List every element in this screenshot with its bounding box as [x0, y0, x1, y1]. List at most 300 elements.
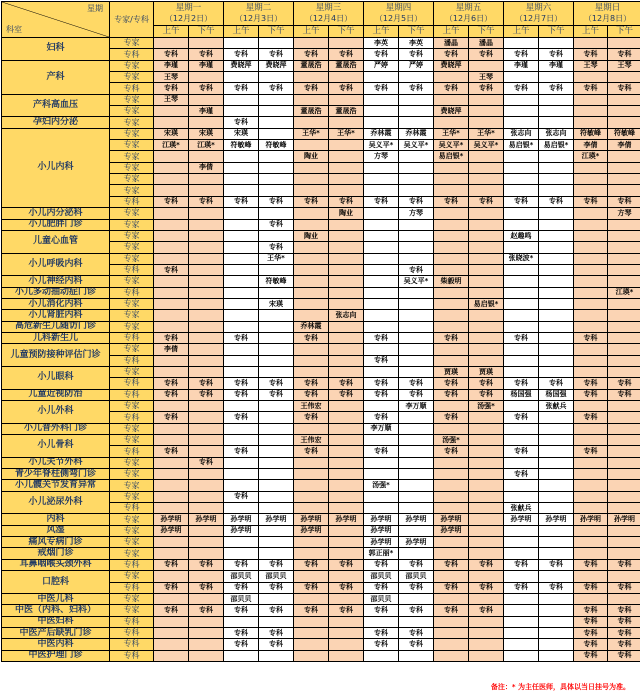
schedule-cell: [294, 548, 329, 559]
schedule-cell: 专科: [608, 627, 640, 638]
schedule-cell: 汤强*: [469, 401, 504, 412]
schedule-cell: [329, 219, 364, 230]
schedule-cell: [329, 321, 364, 332]
department-name: 儿童近视防治: [2, 389, 110, 400]
schedule-cell: [504, 344, 539, 355]
schedule-cell: 张献兵: [504, 503, 539, 514]
schedule-cell: [469, 457, 504, 468]
header-am: 上午: [224, 26, 259, 38]
schedule-cell: 王华*: [329, 128, 364, 139]
schedule-cell: [364, 616, 399, 627]
schedule-cell: 专科: [259, 559, 294, 570]
schedule-cell: [399, 525, 434, 536]
schedule-cell: 专科: [259, 242, 294, 253]
schedule-cell: [434, 593, 469, 604]
schedule-cell: [504, 38, 539, 49]
schedule-cell: 专科: [574, 559, 608, 570]
schedule-cell: 孙学明: [434, 514, 469, 525]
schedule-cell: [539, 219, 574, 230]
schedule-cell: [504, 174, 539, 185]
schedule-cell: 专科: [364, 355, 399, 366]
schedule-cell: [259, 412, 294, 423]
schedule-cell: 董晟浩: [294, 106, 329, 117]
schedule-cell: [364, 94, 399, 105]
schedule-cell: [469, 593, 504, 604]
schedule-cell: [154, 571, 189, 582]
schedule-cell: [434, 571, 469, 582]
schedule-cell: [154, 469, 189, 480]
schedule-cell: [608, 230, 640, 241]
schedule-cell: [574, 548, 608, 559]
schedule-cell: [329, 401, 364, 412]
schedule-cell: [294, 219, 329, 230]
schedule-cell: [259, 616, 294, 627]
schedule-cell: [469, 230, 504, 241]
department-name: 小儿普外科门诊: [2, 423, 110, 434]
row-type: 专家: [110, 491, 154, 502]
row-type: 专科: [110, 639, 154, 650]
table-row: [2, 525, 640, 536]
schedule-cell: 专科: [399, 639, 434, 650]
schedule-cell: [434, 310, 469, 321]
schedule-cell: [294, 457, 329, 468]
schedule-cell: [399, 230, 434, 241]
schedule-cell: [364, 208, 399, 219]
department-name: 中医内科: [2, 639, 110, 650]
schedule-cell: [224, 548, 259, 559]
schedule-cell: 张志向: [504, 128, 539, 139]
schedule-cell: 专科: [294, 559, 329, 570]
row-type: 专家: [110, 219, 154, 230]
schedule-cell: 专科: [608, 196, 640, 207]
schedule-cell: 专科: [434, 196, 469, 207]
row-type: 专家: [110, 242, 154, 253]
schedule-cell: [259, 457, 294, 468]
schedule-cell: [329, 230, 364, 241]
header-pm: 下午: [189, 26, 224, 38]
schedule-cell: 潘晶: [469, 38, 504, 49]
schedule-cell: 专科: [259, 49, 294, 60]
schedule-cell: 专科: [434, 389, 469, 400]
schedule-cell: [189, 219, 224, 230]
row-type: 专家: [110, 514, 154, 525]
schedule-cell: [608, 94, 640, 105]
schedule-cell: [294, 593, 329, 604]
schedule-cell: 专科: [574, 616, 608, 627]
table-row: [2, 38, 640, 49]
row-type: 专科: [110, 582, 154, 593]
schedule-cell: [504, 605, 539, 616]
table-row: [2, 548, 640, 559]
schedule-cell: [329, 332, 364, 343]
schedule-cell: 专科: [154, 264, 189, 275]
schedule-cell: [189, 94, 224, 105]
schedule-cell: [224, 469, 259, 480]
schedule-cell: [189, 650, 224, 661]
schedule-cell: [504, 491, 539, 502]
schedule-cell: [469, 525, 504, 536]
schedule-cell: [539, 457, 574, 468]
schedule-cell: 符敏峰: [574, 128, 608, 139]
row-type: 专家: [110, 423, 154, 434]
schedule-cell: [399, 355, 434, 366]
table-row: [2, 389, 640, 400]
schedule-cell: [294, 174, 329, 185]
schedule-cell: [259, 162, 294, 173]
schedule-cell: [504, 94, 539, 105]
schedule-cell: 专科: [154, 332, 189, 343]
schedule-cell: 郭正丽*: [364, 548, 399, 559]
schedule-cell: 吴义平*: [399, 140, 434, 151]
schedule-cell: [259, 72, 294, 83]
schedule-cell: [539, 185, 574, 196]
schedule-cell: [154, 423, 189, 434]
schedule-cell: [469, 264, 504, 275]
schedule-cell: 专科: [364, 332, 399, 343]
schedule-cell: [189, 208, 224, 219]
schedule-cell: [469, 650, 504, 661]
schedule-cell: 王琴: [154, 94, 189, 105]
schedule-cell: [469, 174, 504, 185]
schedule-cell: 专科: [224, 559, 259, 570]
schedule-cell: [329, 491, 364, 502]
schedule-cell: 专科: [189, 378, 224, 389]
schedule-cell: [294, 208, 329, 219]
schedule-cell: [434, 208, 469, 219]
schedule-cell: 专科: [399, 196, 434, 207]
schedule-cell: 乔林霞: [399, 128, 434, 139]
schedule-cell: [539, 605, 574, 616]
department-name: 小儿关节外科: [2, 457, 110, 468]
schedule-cell: 专科: [364, 446, 399, 457]
schedule-cell: 李瑾: [154, 60, 189, 71]
schedule-cell: [259, 548, 294, 559]
schedule-cell: [574, 355, 608, 366]
row-type: 专家: [110, 537, 154, 548]
schedule-cell: [364, 457, 399, 468]
schedule-cell: [469, 355, 504, 366]
schedule-cell: 方琴: [608, 208, 640, 219]
header-day: [154, 2, 224, 26]
header-day: [504, 2, 574, 26]
schedule-cell: 专科: [224, 639, 259, 650]
schedule-cell: 专科: [539, 582, 574, 593]
table-row: [2, 219, 640, 230]
schedule-cell: [574, 525, 608, 536]
schedule-cell: 专科: [189, 83, 224, 94]
schedule-cell: 符敏峰: [608, 128, 640, 139]
schedule-cell: [154, 38, 189, 49]
schedule-cell: [574, 38, 608, 49]
schedule-cell: [294, 537, 329, 548]
row-type: 专家: [110, 94, 154, 105]
schedule-cell: [399, 423, 434, 434]
schedule-cell: 董晟浩: [329, 106, 364, 117]
schedule-cell: [608, 219, 640, 230]
schedule-cell: [329, 162, 364, 173]
schedule-cell: [259, 117, 294, 128]
schedule-cell: [259, 650, 294, 661]
schedule-cell: [259, 491, 294, 502]
schedule-cell: [469, 514, 504, 525]
schedule-cell: [294, 287, 329, 298]
schedule-cell: [189, 355, 224, 366]
schedule-cell: [434, 230, 469, 241]
header-day: [224, 2, 294, 26]
schedule-cell: [224, 366, 259, 377]
table-row: [2, 627, 640, 638]
schedule-cell: [539, 264, 574, 275]
schedule-cell: [399, 151, 434, 162]
schedule-cell: [469, 242, 504, 253]
schedule-cell: [154, 639, 189, 650]
schedule-cell: [259, 525, 294, 536]
schedule-cell: 专科: [504, 412, 539, 423]
schedule-cell: [574, 208, 608, 219]
schedule-cell: 专科: [364, 389, 399, 400]
schedule-cell: [434, 298, 469, 309]
schedule-cell: [574, 491, 608, 502]
schedule-cell: 孙学明: [329, 514, 364, 525]
schedule-cell: [539, 298, 574, 309]
schedule-cell: 专科: [539, 83, 574, 94]
schedule-cell: 符敏峰: [224, 140, 259, 151]
schedule-cell: 专科: [224, 196, 259, 207]
schedule-cell: 邵贝贝: [224, 593, 259, 604]
schedule-cell: [539, 593, 574, 604]
schedule-cell: [469, 639, 504, 650]
schedule-table: [1, 1, 640, 662]
schedule-cell: [434, 72, 469, 83]
schedule-cell: [539, 344, 574, 355]
schedule-cell: [399, 321, 434, 332]
schedule-cell: [294, 310, 329, 321]
schedule-cell: [504, 185, 539, 196]
schedule-cell: [504, 571, 539, 582]
schedule-cell: [469, 537, 504, 548]
schedule-cell: [434, 616, 469, 627]
schedule-cell: 专科: [469, 378, 504, 389]
schedule-cell: 专科: [189, 196, 224, 207]
schedule-cell: [608, 423, 640, 434]
schedule-cell: [399, 253, 434, 264]
schedule-cell: [574, 174, 608, 185]
schedule-cell: 专科: [154, 83, 189, 94]
schedule-cell: [189, 366, 224, 377]
schedule-cell: 专科: [469, 389, 504, 400]
schedule-cell: 专科: [608, 605, 640, 616]
schedule-cell: [574, 571, 608, 582]
schedule-cell: [504, 298, 539, 309]
schedule-cell: [224, 106, 259, 117]
schedule-cell: [608, 593, 640, 604]
schedule-cell: 专科: [364, 559, 399, 570]
schedule-cell: [608, 469, 640, 480]
schedule-cell: [259, 208, 294, 219]
header-day-date: （12月5日）: [374, 13, 423, 23]
schedule-cell: [154, 298, 189, 309]
schedule-cell: [329, 276, 364, 287]
schedule-cell: 孙学明: [364, 514, 399, 525]
schedule-cell: 专科: [608, 559, 640, 570]
schedule-cell: [608, 435, 640, 446]
schedule-cell: [224, 230, 259, 241]
schedule-cell: [608, 503, 640, 514]
schedule-cell: 费晓萍: [224, 60, 259, 71]
schedule-cell: [399, 162, 434, 173]
schedule-cell: [469, 94, 504, 105]
header-day-date: （12月3日）: [234, 13, 283, 23]
schedule-cell: [469, 503, 504, 514]
schedule-cell: 专科: [259, 605, 294, 616]
schedule-cell: [574, 219, 608, 230]
schedule-cell: [329, 446, 364, 457]
header-day-date: （12月4日）: [304, 13, 353, 23]
schedule-cell: [574, 537, 608, 548]
schedule-cell: [329, 117, 364, 128]
schedule-cell: 王华*: [259, 253, 294, 264]
schedule-cell: 孙学明: [608, 514, 640, 525]
schedule-cell: [434, 627, 469, 638]
schedule-cell: [294, 140, 329, 151]
schedule-cell: [504, 423, 539, 434]
schedule-cell: 专科: [608, 389, 640, 400]
schedule-cell: 专科: [364, 196, 399, 207]
schedule-cell: [469, 412, 504, 423]
schedule-cell: [189, 435, 224, 446]
schedule-cell: [539, 480, 574, 491]
header-day-name: 星期二: [245, 3, 272, 14]
schedule-cell: [329, 469, 364, 480]
schedule-cell: [469, 219, 504, 230]
schedule-cell: [189, 491, 224, 502]
header-day-name: 星期一: [175, 3, 202, 14]
schedule-cell: [224, 321, 259, 332]
schedule-cell: [224, 423, 259, 434]
schedule-cell: [469, 480, 504, 491]
schedule-cell: [399, 344, 434, 355]
table-row: [2, 321, 640, 332]
row-type: 专家: [110, 174, 154, 185]
schedule-cell: [154, 185, 189, 196]
schedule-cell: [574, 310, 608, 321]
schedule-cell: 专科: [189, 49, 224, 60]
schedule-cell: [399, 117, 434, 128]
schedule-cell: 专科: [539, 49, 574, 60]
schedule-cell: [364, 174, 399, 185]
schedule-cell: [608, 548, 640, 559]
row-type: 专家: [110, 605, 154, 616]
schedule-cell: [154, 491, 189, 502]
schedule-cell: 专科: [329, 582, 364, 593]
schedule-cell: 专科: [224, 117, 259, 128]
schedule-cell: [539, 253, 574, 264]
schedule-cell: [469, 616, 504, 627]
schedule-cell: [574, 106, 608, 117]
row-type: 专家: [110, 72, 154, 83]
schedule-cell: [189, 298, 224, 309]
schedule-cell: [224, 480, 259, 491]
table-row: [2, 480, 640, 491]
schedule-cell: [399, 435, 434, 446]
header-day: [364, 2, 434, 26]
schedule-cell: [504, 162, 539, 173]
department-name: 中医儿科: [2, 593, 110, 604]
schedule-cell: [329, 72, 364, 83]
schedule-cell: 专科: [224, 446, 259, 457]
schedule-cell: [154, 616, 189, 627]
schedule-cell: [399, 593, 434, 604]
schedule-cell: [224, 344, 259, 355]
schedule-cell: [364, 185, 399, 196]
department-name: 产科高血压: [2, 94, 110, 117]
schedule-cell: [189, 571, 224, 582]
schedule-cell: [574, 287, 608, 298]
schedule-cell: [154, 627, 189, 638]
schedule-cell: 费晓萍: [434, 60, 469, 71]
schedule-cell: [539, 491, 574, 502]
schedule-cell: 专科: [574, 605, 608, 616]
schedule-cell: [574, 321, 608, 332]
schedule-cell: [364, 276, 399, 287]
table-row: [2, 423, 640, 434]
schedule-cell: [434, 321, 469, 332]
schedule-cell: 专科: [294, 446, 329, 457]
schedule-cell: [224, 38, 259, 49]
schedule-cell: [539, 469, 574, 480]
row-type: 专家: [110, 276, 154, 287]
schedule-cell: [504, 480, 539, 491]
schedule-cell: [399, 469, 434, 480]
schedule-cell: [259, 537, 294, 548]
schedule-cell: [608, 412, 640, 423]
department-name: 高危新生儿随访门诊: [2, 321, 110, 332]
schedule-cell: [189, 321, 224, 332]
schedule-cell: [504, 401, 539, 412]
schedule-cell: [504, 310, 539, 321]
schedule-cell: 专科: [329, 378, 364, 389]
schedule-cell: [504, 593, 539, 604]
schedule-cell: [539, 117, 574, 128]
schedule-cell: [539, 208, 574, 219]
schedule-cell: 专科: [574, 196, 608, 207]
schedule-cell: [329, 650, 364, 661]
schedule-cell: 孙学明: [259, 514, 294, 525]
schedule-cell: [224, 208, 259, 219]
schedule-cell: [539, 627, 574, 638]
schedule-cell: 李万顺: [399, 401, 434, 412]
header-day-date: （12月7日）: [514, 13, 563, 23]
schedule-cell: 专科: [504, 196, 539, 207]
table-row: [2, 559, 640, 570]
schedule-cell: [329, 627, 364, 638]
schedule-cell: [224, 264, 259, 275]
schedule-cell: [294, 38, 329, 49]
schedule-cell: 李瑾: [189, 106, 224, 117]
schedule-cell: [539, 174, 574, 185]
schedule-cell: [189, 287, 224, 298]
schedule-cell: 专科: [469, 83, 504, 94]
schedule-cell: 专科: [224, 412, 259, 423]
header-am: 上午: [434, 26, 469, 38]
schedule-cell: [329, 457, 364, 468]
row-type: 专家: [110, 185, 154, 196]
row-type: 专科: [110, 412, 154, 423]
schedule-cell: [329, 253, 364, 264]
schedule-cell: [469, 185, 504, 196]
schedule-cell: [294, 264, 329, 275]
schedule-cell: 严婷: [399, 60, 434, 71]
